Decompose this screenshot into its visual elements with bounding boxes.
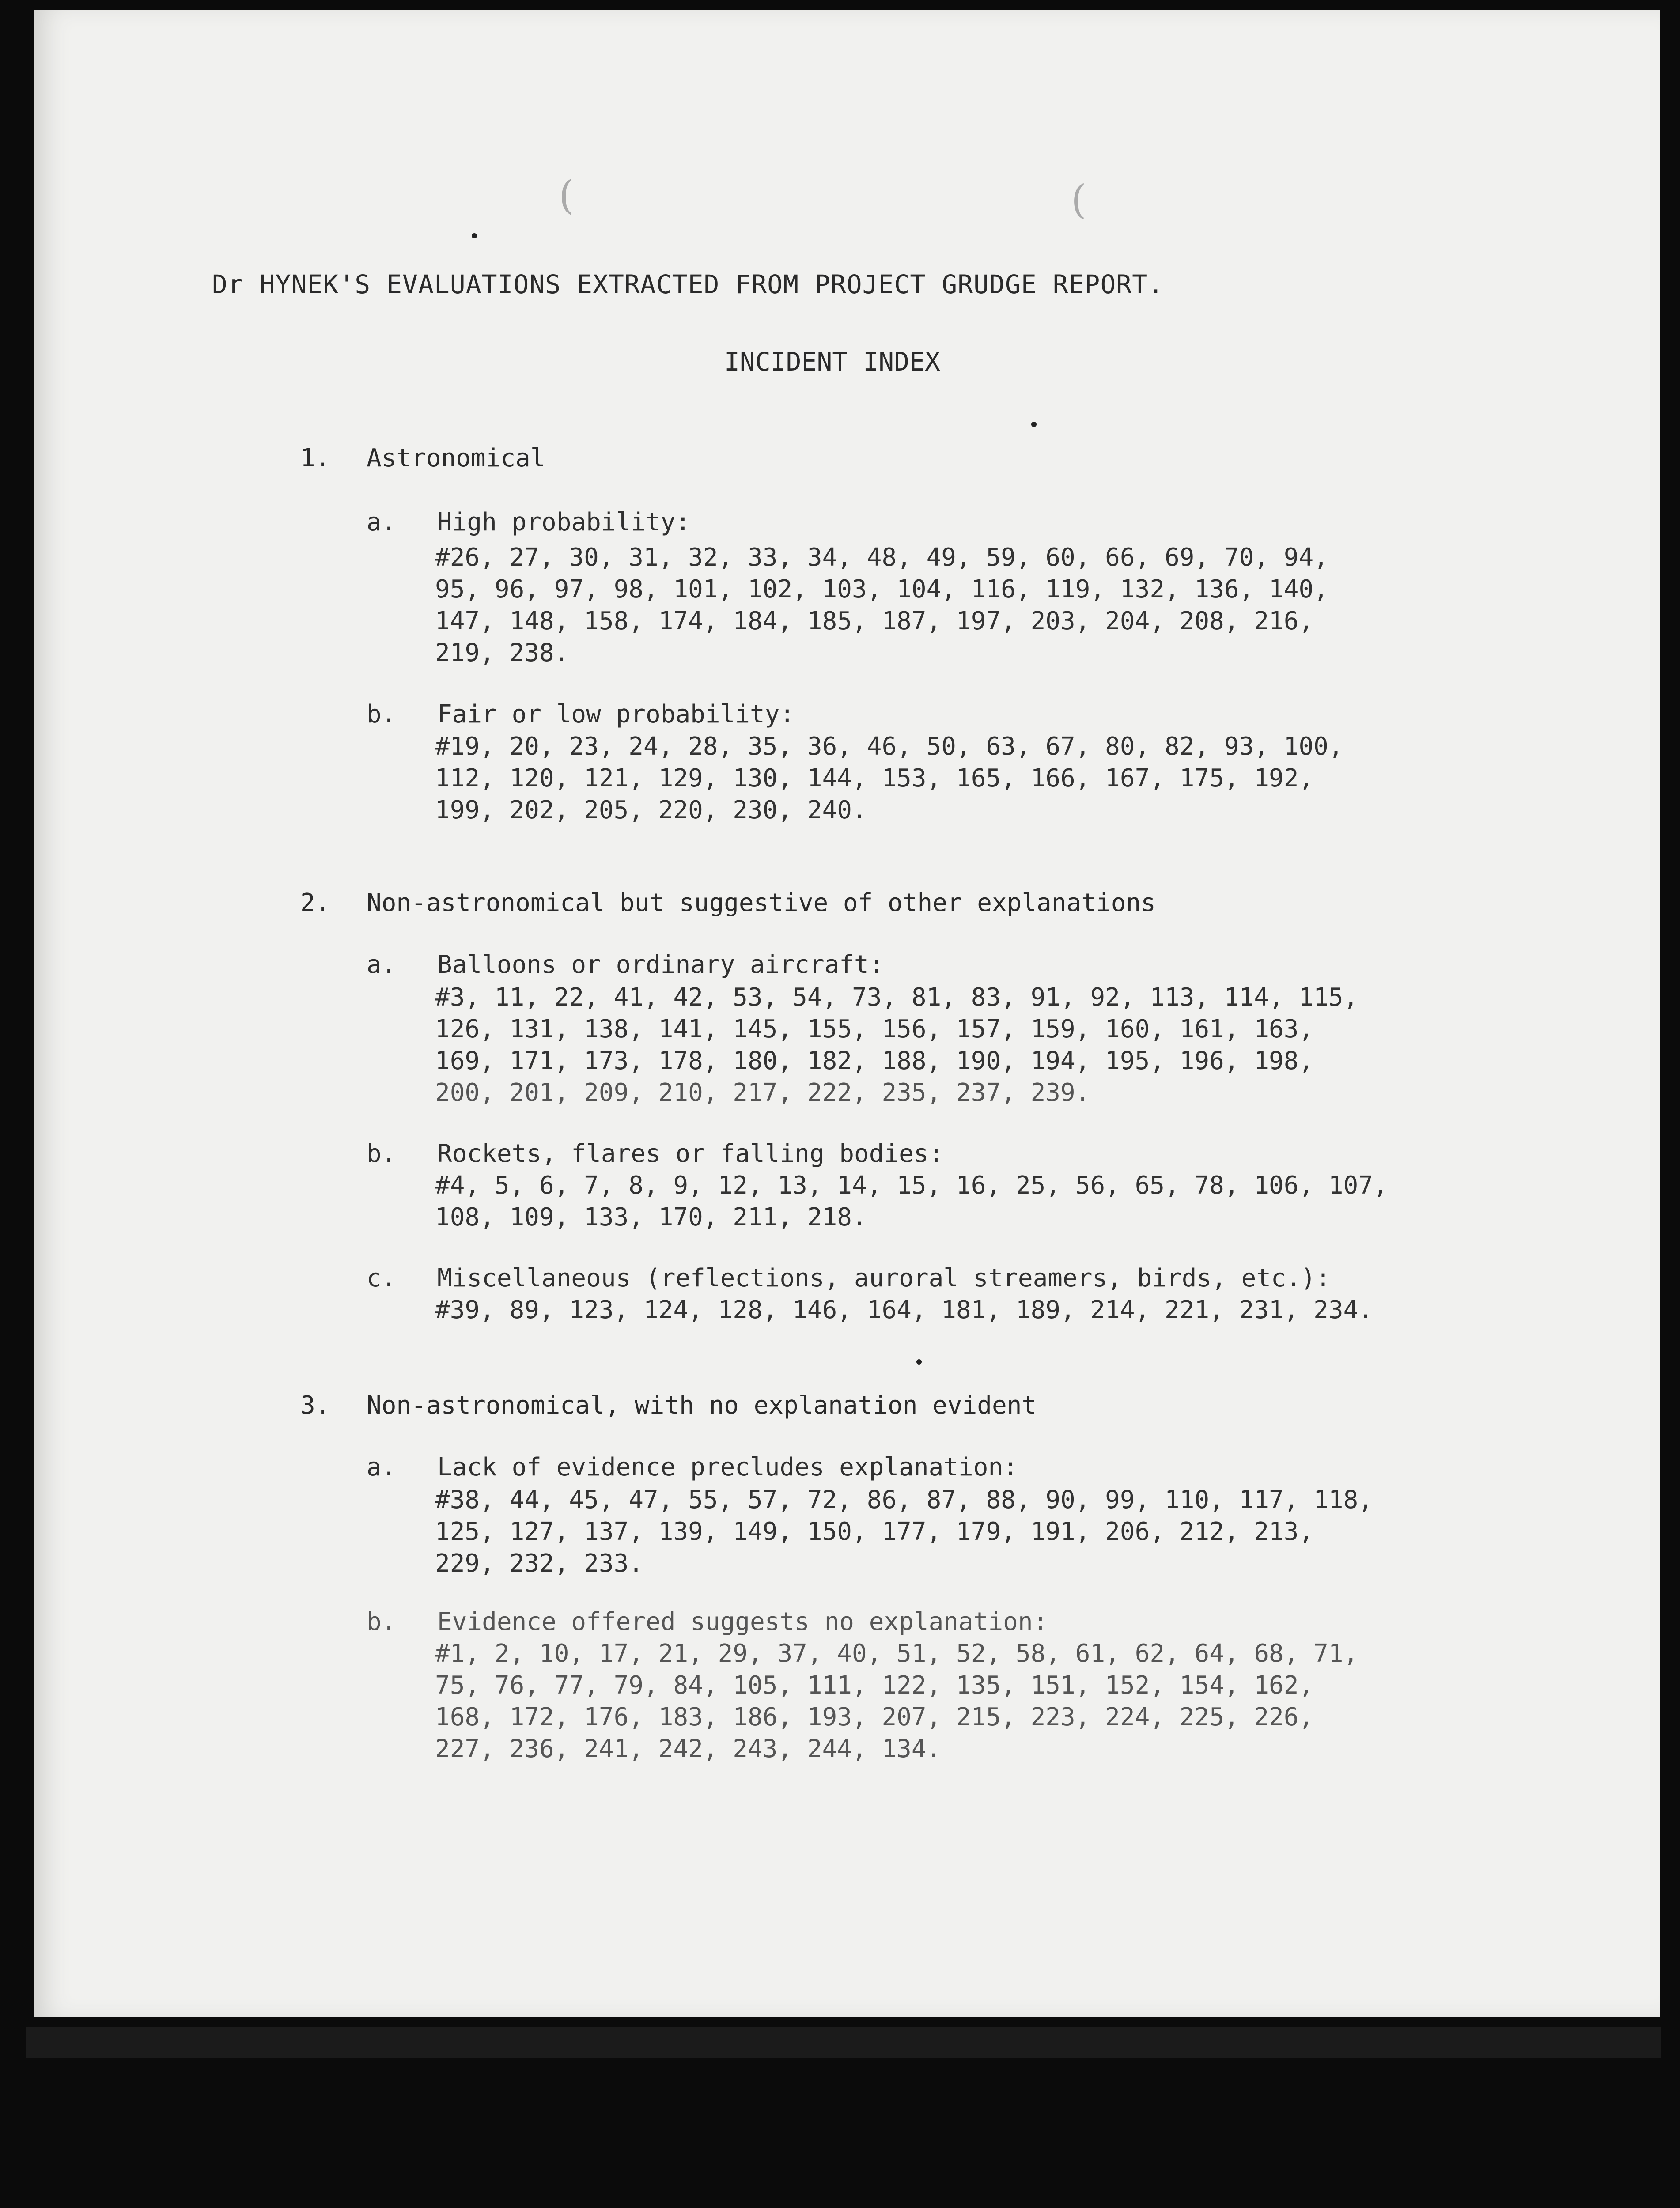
item-label: Lack of evidence precludes explanation: [437, 1453, 1018, 1482]
incident-numbers-line: #38, 44, 45, 47, 55, 57, 72, 86, 87, 88, 90, 99, 110, 117, 118, [435, 1486, 1374, 1514]
incident-numbers-line: #1, 2, 10, 17, 21, 29, 37, 40, 51, 52, 58, 61, 62, 64, 68, 71, [435, 1639, 1358, 1668]
section-1a-label [367, 508, 690, 537]
incident-numbers-line: #19, 20, 23, 24, 28, 35, 36, 46, 50, 63, 67, 80, 82, 93, 100, [435, 732, 1343, 761]
incident-numbers-line: 75, 76, 77, 79, 84, 105, 111, 122, 135, 151, 152, 154, 162, [435, 1671, 1314, 1700]
item-letter: b. [367, 1607, 397, 1636]
faint-mark: ( [1071, 177, 1087, 223]
incident-numbers-line: 169, 171, 173, 178, 180, 182, 188, 190, 194, 195, 196, 198, [435, 1047, 1314, 1075]
item-label: Fair or low probability: [437, 700, 795, 729]
incident-numbers-line: 126, 131, 138, 141, 145, 155, 156, 157, 159, 160, 161, 163, [435, 1015, 1314, 1044]
item-letter: b. [367, 700, 397, 729]
item-letter: a. [367, 508, 397, 537]
ink-dot [916, 1359, 922, 1365]
item-label: High probability: [437, 508, 691, 537]
incident-numbers-line: #3, 11, 22, 41, 42, 53, 54, 73, 81, 83, 91, 92, 113, 114, 115, [435, 983, 1358, 1012]
item-label: Balloons or ordinary aircraft: [437, 950, 884, 979]
incident-numbers-line: #39, 89, 123, 124, 128, 146, 164, 181, 189, 214, 221, 231, 234. [435, 1296, 1374, 1324]
item-label: Rockets, flares or falling bodies: [437, 1139, 944, 1168]
document-title: Dr HYNEK'S EVALUATIONS EXTRACTED FROM PROJECT GRUDGE REPORT. [212, 269, 1164, 299]
section-2b-label [367, 1139, 943, 1168]
incident-numbers-line: 219, 238. [435, 639, 569, 667]
item-letter: a. [367, 1453, 397, 1482]
faint-mark: ( [559, 172, 575, 219]
section-title: Non-astronomical but suggestive of other explanations [367, 888, 1156, 917]
section-2c-label [367, 1264, 1331, 1293]
page-shadow-edge [26, 2027, 1661, 2058]
incident-numbers-line: 147, 148, 158, 174, 184, 185, 187, 197, 203, 204, 208, 216, [435, 607, 1314, 635]
incident-numbers-line: 200, 201, 209, 210, 217, 222, 235, 237, 239. [435, 1078, 1090, 1107]
ink-dot [1031, 422, 1037, 427]
section-1-heading [300, 444, 545, 473]
incident-numbers-line: 227, 236, 241, 242, 243, 244, 134. [435, 1735, 942, 1763]
section-number: 1. [300, 444, 330, 473]
section-3-heading [300, 1391, 1037, 1420]
item-letter: a. [367, 950, 397, 979]
section-1b-label [367, 700, 795, 729]
incident-numbers-line: #26, 27, 30, 31, 32, 33, 34, 48, 49, 59, 60, 66, 69, 70, 94, [435, 543, 1328, 572]
document-subtitle: INCIDENT INDEX [724, 347, 940, 377]
incident-numbers-line: 108, 109, 133, 170, 211, 218. [435, 1203, 867, 1232]
item-letter: c. [367, 1264, 397, 1293]
incident-numbers-line: 95, 96, 97, 98, 101, 102, 103, 104, 116, 119, 132, 136, 140, [435, 575, 1328, 604]
item-letter: b. [367, 1139, 397, 1168]
section-2-heading [300, 888, 1156, 917]
section-number: 3. [300, 1391, 330, 1420]
incident-numbers-line: 168, 172, 176, 183, 186, 193, 207, 215, 223, 224, 225, 226, [435, 1703, 1314, 1732]
incident-numbers-line: 125, 127, 137, 139, 149, 150, 177, 179, 191, 206, 212, 213, [435, 1517, 1314, 1546]
item-label: Evidence offered suggests no explanation: [437, 1607, 1048, 1636]
incident-numbers-line: #4, 5, 6, 7, 8, 9, 12, 13, 14, 15, 16, 25, 56, 65, 78, 106, 107, [435, 1171, 1388, 1200]
incident-numbers-line: 112, 120, 121, 129, 130, 144, 153, 165, 166, 167, 175, 192, [435, 764, 1314, 793]
section-title: Non-astronomical, with no explanation evident [367, 1391, 1037, 1420]
section-3a-label [367, 1453, 1018, 1482]
section-2a-label [367, 950, 884, 979]
section-number: 2. [300, 888, 330, 917]
section-3b-label [367, 1607, 1048, 1636]
incident-numbers-line: 199, 202, 205, 220, 230, 240. [435, 796, 867, 824]
incident-numbers-line: 229, 232, 233. [435, 1549, 644, 1578]
section-title: Astronomical [367, 444, 545, 473]
item-label: Miscellaneous (reflections, auroral streamers, birds, etc.): [437, 1264, 1331, 1293]
ink-dot [472, 233, 477, 238]
